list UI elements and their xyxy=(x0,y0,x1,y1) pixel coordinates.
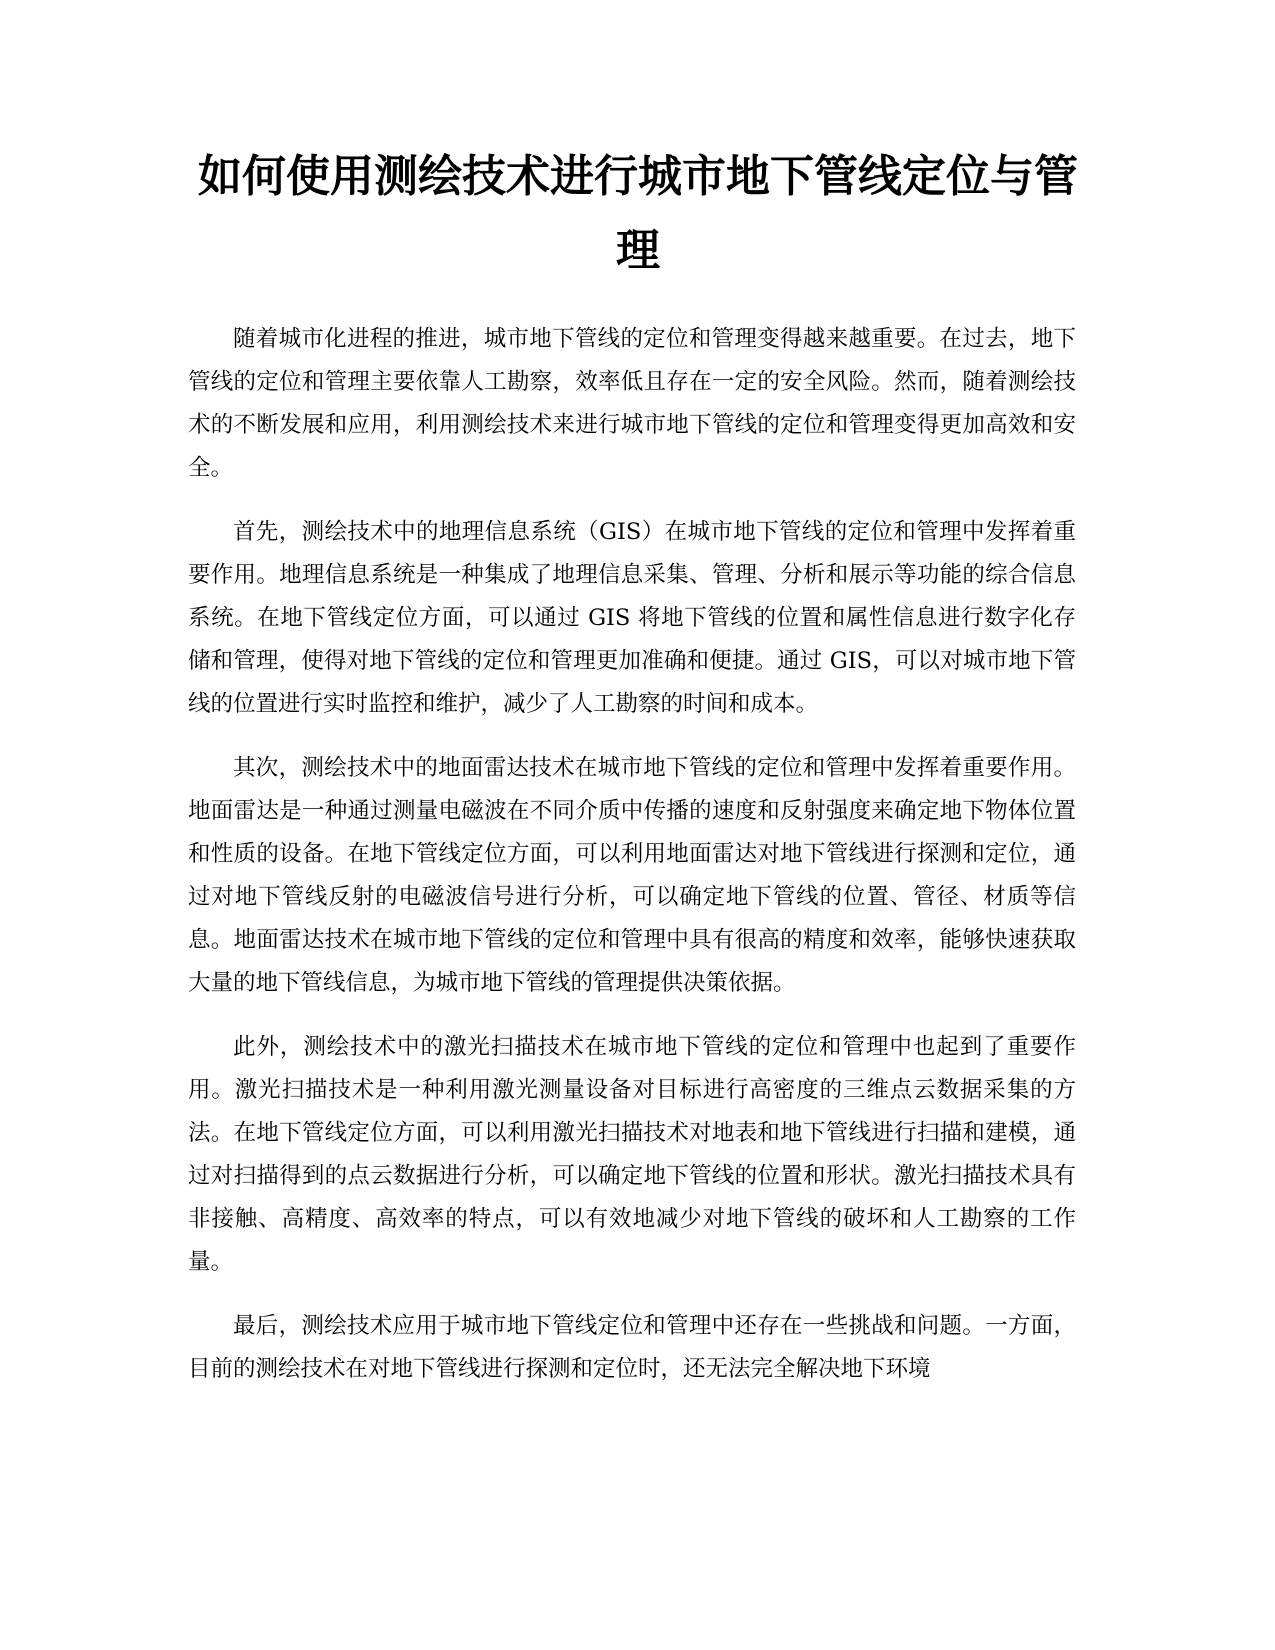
paragraph-2: 首先，测绘技术中的地理信息系统（GIS）在城市地下管线的定位和管理中发挥着重要作用。地理信息系统是一种集成了地理信息采集、管理、分析和展示等功能的综合信息系统。在地下管线定位方面，可以通过 GIS 将地下管线的位置和属性信息进行数字化存储和管理，使得对地下管线的定位和管理更加准确和便捷。通过 GIS，可以对城市地下管线的位置进行实时监控和维护，减少了人工勘察的时间和成本。 xyxy=(188,519,1076,717)
paragraph-4: 此外，测绘技术中的激光扫描技术在城市地下管线的定位和管理中也起到了重要作用。激光扫描技术是一种利用激光测量设备对目标进行高密度的三维点云数据采集的方法。在地下管线定位方面，可以利用激光扫描技术对地表和地下管线进行扫描和建模，通过对扫描得到的点云数据进行分析，可以确定地下管线的位置和形状。激光扫描技术具有非接触、高精度、高效率的特点，可以有效地减少对地下管线的破坏和人工勘察的工作量。 xyxy=(188,1034,1076,1275)
paragraph-5: 最后，测绘技术应用于城市地下管线定位和管理中还存在一些挑战和问题。一方面，目前的测绘技术在对地下管线进行探测和定位时，还无法完全解决地下环境 xyxy=(188,1313,1076,1382)
document-title: 如何使用测绘技术进行城市地下管线定位与管理 xyxy=(198,151,1078,276)
paragraph-3: 其次，测绘技术中的地面雷达技术在城市地下管线的定位和管理中发挥着重要作用。地面雷达是一种通过测量电磁波在不同介质中传播的速度和反射强度来确定地下物体位置和性质的设备。在地下管线定位方面，可以利用地面雷达对地下管线进行探测和定位，通过对地下管线反射的电磁波信号进行分析，可以确定地下管线的位置、管径、材质等信息。地面雷达技术在城市地下管线的定位和管理中具有很高的精度和效率，能够快速获取大量的地下管线信息，为城市地下管线的管理提供决策依据。 xyxy=(188,755,1076,996)
document-body xyxy=(188,318,1076,1412)
paragraph-1: 随着城市化进程的推进，城市地下管线的定位和管理变得越来越重要。在过去，地下管线的定位和管理主要依靠人工勘察，效率低且存在一定的安全风险。然而，随着测绘技术的不断发展和应用，利用测绘技术来进行城市地下管线的定位和管理变得更加高效和安全。 xyxy=(188,326,1076,481)
